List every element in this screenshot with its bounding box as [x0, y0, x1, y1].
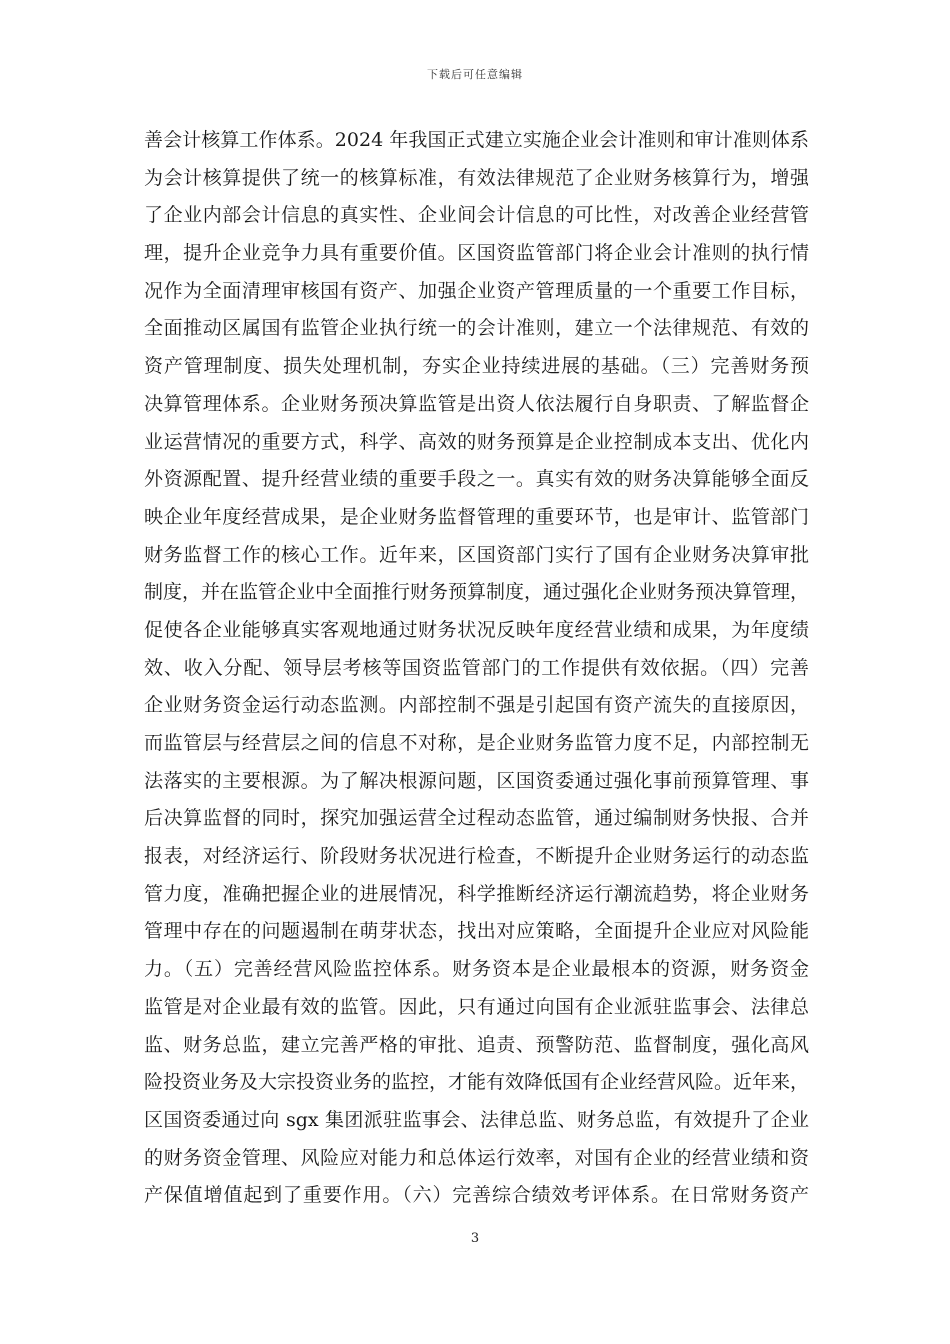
text-line: 法落实的主要根源。为了解决根源问题，区国资委通过强化事前预算管理、事 [144, 769, 809, 792]
text-line: 区国资委通过向 sgx 集团派驻监事会、法律总监、财务总监，有效提升了企业 [144, 1108, 809, 1131]
text-line: 财务监督工作的核心工作。近年来，区国资部门实行了国有企业财务决算审批 [144, 543, 809, 566]
text-line: 善会计核算工作体系。2024 年我国正式建立实施企业会计准则和审计准则体系 [144, 129, 809, 151]
text-line: 理，提升企业竞争力具有重要价值。区国资监管部门将企业会计准则的执行情 [144, 242, 809, 265]
text-line: 业运营情况的重要方式，科学、高效的财务预算是企业控制成本支出、优化内 [144, 430, 809, 453]
text-line: 监管是对企业最有效的监管。因此，只有通过向国有企业派驻监事会、法律总 [144, 995, 809, 1018]
text-line: 力。（五）完善经营风险监控体系。财务资本是企业最根本的资源，财务资金 [144, 958, 809, 981]
text-line: 资产管理制度、损失处理机制，夯实企业持续进展的基础。（三）完善财务预 [144, 355, 809, 378]
text-line: 为会计核算提供了统一的核算标准，有效法律规范了企业财务核算行为，增强 [144, 166, 809, 189]
text-line: 报表，对经济运行、阶段财务状况进行检查，不断提升企业财务运行的动态监 [144, 845, 809, 868]
text-line: 管力度，准确把握企业的进展情况，科学推断经济运行潮流趋势，将企业财务 [144, 882, 809, 905]
text-line: 产保值增值起到了重要作用。（六）完善综合绩效考评体系。在日常财务资产 [144, 1184, 809, 1207]
text-line: 的财务资金管理、风险应对能力和总体运行效率，对国有企业的经营业绩和资 [144, 1146, 809, 1169]
text-line: 况作为全面清理审核国有资产、加强企业资产管理质量的一个重要工作目标， [144, 279, 809, 302]
text-line: 企业财务资金运行动态监测。内部控制不强是引起国有资产流失的直接原因， [144, 694, 809, 717]
text-line: 而监管层与经营层之间的信息不对称，是企业财务监管力度不足，内部控制无 [144, 732, 809, 754]
text-line: 险投资业务及大宗投资业务的监控，才能有效降低国有企业经营风险。近年来， [144, 1071, 809, 1094]
text-line: 决算管理体系。企业财务预决算监管是出资人依法履行自身职责、了解监督企 [144, 392, 809, 415]
text-line: 制度，并在监管企业中全面推行财务预算制度，通过强化企业财务预决算管理， [144, 581, 809, 604]
text-line: 效、收入分配、领导层考核等国资监管部门的工作提供有效依据。（四）完善 [144, 656, 809, 679]
text-line: 促使各企业能够真实客观地通过财务状况反映年度经营业绩和成果，为年度绩 [144, 618, 809, 641]
page-number: 3 [470, 1231, 480, 1246]
text-line: 后决算监督的同时，探究加强运营全过程动态监管，通过编制财务快报、合并 [144, 807, 809, 830]
text-line: 了企业内部会计信息的真实性、企业间会计信息的可比性，对改善企业经营管 [144, 204, 809, 227]
page-header: 下载后可任意编辑 [427, 68, 523, 81]
text-line: 全面推动区属国有监管企业执行统一的会计准则，建立一个法律规范、有效的 [144, 317, 809, 340]
text-line: 外资源配置、提升经营业绩的重要手段之一。真实有效的财务决算能够全面反 [144, 468, 809, 491]
text-line: 监、财务总监，建立完善严格的审批、追责、预警防范、监督制度，强化高风 [144, 1033, 809, 1056]
body-text [144, 122, 809, 1215]
text-line: 映企业年度经营成果，是企业财务监督管理的重要环节，也是审计、监管部门 [144, 505, 809, 528]
text-line: 管理中存在的问题遏制在萌芽状态，找出对应策略，全面提升企业应对风险能 [144, 920, 809, 943]
